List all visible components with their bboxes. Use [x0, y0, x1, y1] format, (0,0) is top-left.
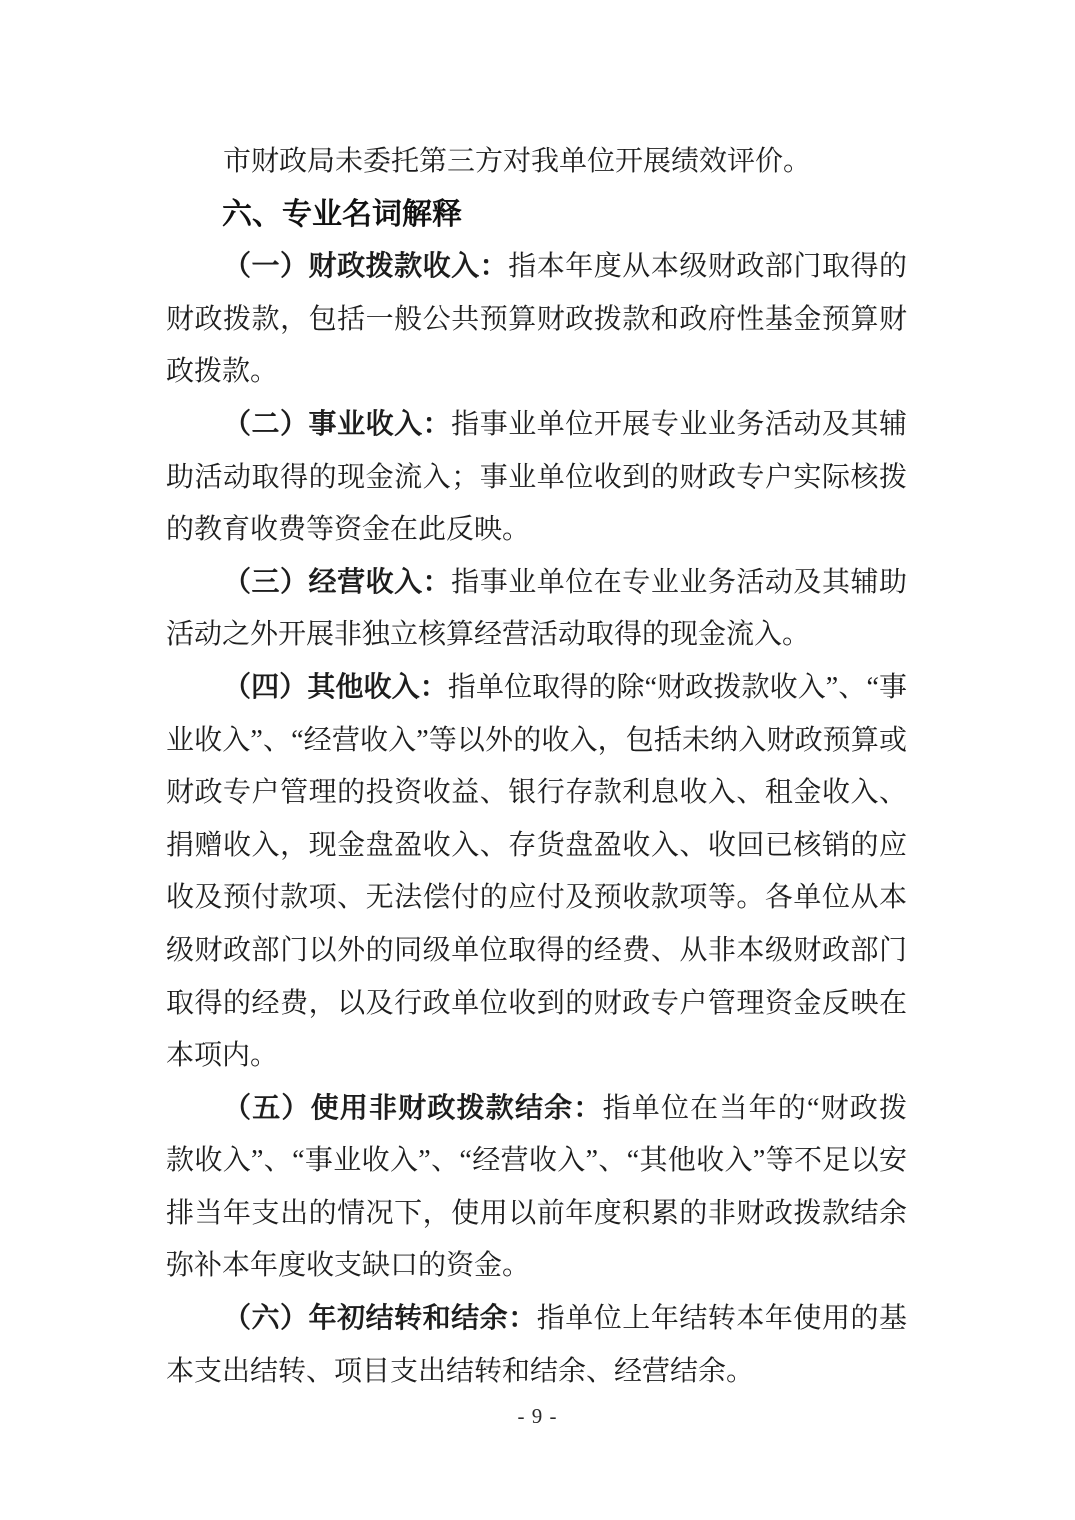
term-label-1: （一）财政拨款收入： [223, 251, 509, 283]
term-paragraph-2 [166, 399, 907, 557]
term-definition-4: 指单位取得的除“财政拨款收入”、“事业收入”、“经营收入”等以外的收入，包括未纳入财政预算或财政专户管理的投资收益、银行存款利息收入、租金收入、捐赠收入，现金盘盈收入、存货盘盈收入、收回已核销的应收及预付款项、无法偿付的应付及预收款项等。各单位从本级财政部门以外的同级单位取得的经费、从非本级财政部门取得的经费，以及行政单位收到的财政专户管理资金反映在本项内。 [166, 671, 907, 1072]
page-number: - 9 - [517, 1404, 558, 1428]
term-paragraph-6 [166, 1293, 907, 1398]
term-paragraph-1 [166, 241, 907, 399]
intro-paragraph: 市财政局未委托第三方对我单位开展绩效评价。 [223, 146, 812, 177]
document-content [166, 136, 907, 1398]
term-definition-1: 指本年度从本级财政部门取得的财政拨款，包括一般公共预算财政拨款和政府性基金预算财政拨款。 [166, 251, 907, 388]
term-label-6: （六）年初结转和结余： [223, 1303, 537, 1335]
term-paragraph-5 [166, 1083, 907, 1293]
term-label-5: （五）使用非财政拨款结余： [223, 1092, 603, 1124]
term-label-3: （三）经营收入： [223, 566, 452, 598]
term-paragraph-4 [166, 662, 907, 1083]
term-definition-2: 指事业单位开展专业业务活动及其辅助活动取得的现金流入；事业单位收到的财政专户实际核拨的教育收费等资金在此反映。 [166, 408, 907, 546]
section-heading: 六、专业名词解释 [222, 197, 462, 231]
term-definition-5: 指单位在当年的“财政拨款收入”、“事业收入”、“经营收入”、“其他收入”等不足以安排当年支出的情况下，使用以前年度积累的非财政拨款结余弥补本年度收支缺口的资金。 [166, 1092, 907, 1282]
term-definition-3: 指事业单位在专业业务活动及其辅助活动之外开展非独立核算经营活动取得的现金流入。 [166, 566, 907, 651]
term-label-2: （二）事业收入： [223, 408, 452, 440]
term-label-4: （四）其他收入： [223, 671, 448, 703]
term-paragraph-3 [166, 557, 907, 662]
term-definition-6: 指单位上年结转本年使用的基本支出结转、项目支出结转和结余、经营结余。 [166, 1303, 907, 1387]
